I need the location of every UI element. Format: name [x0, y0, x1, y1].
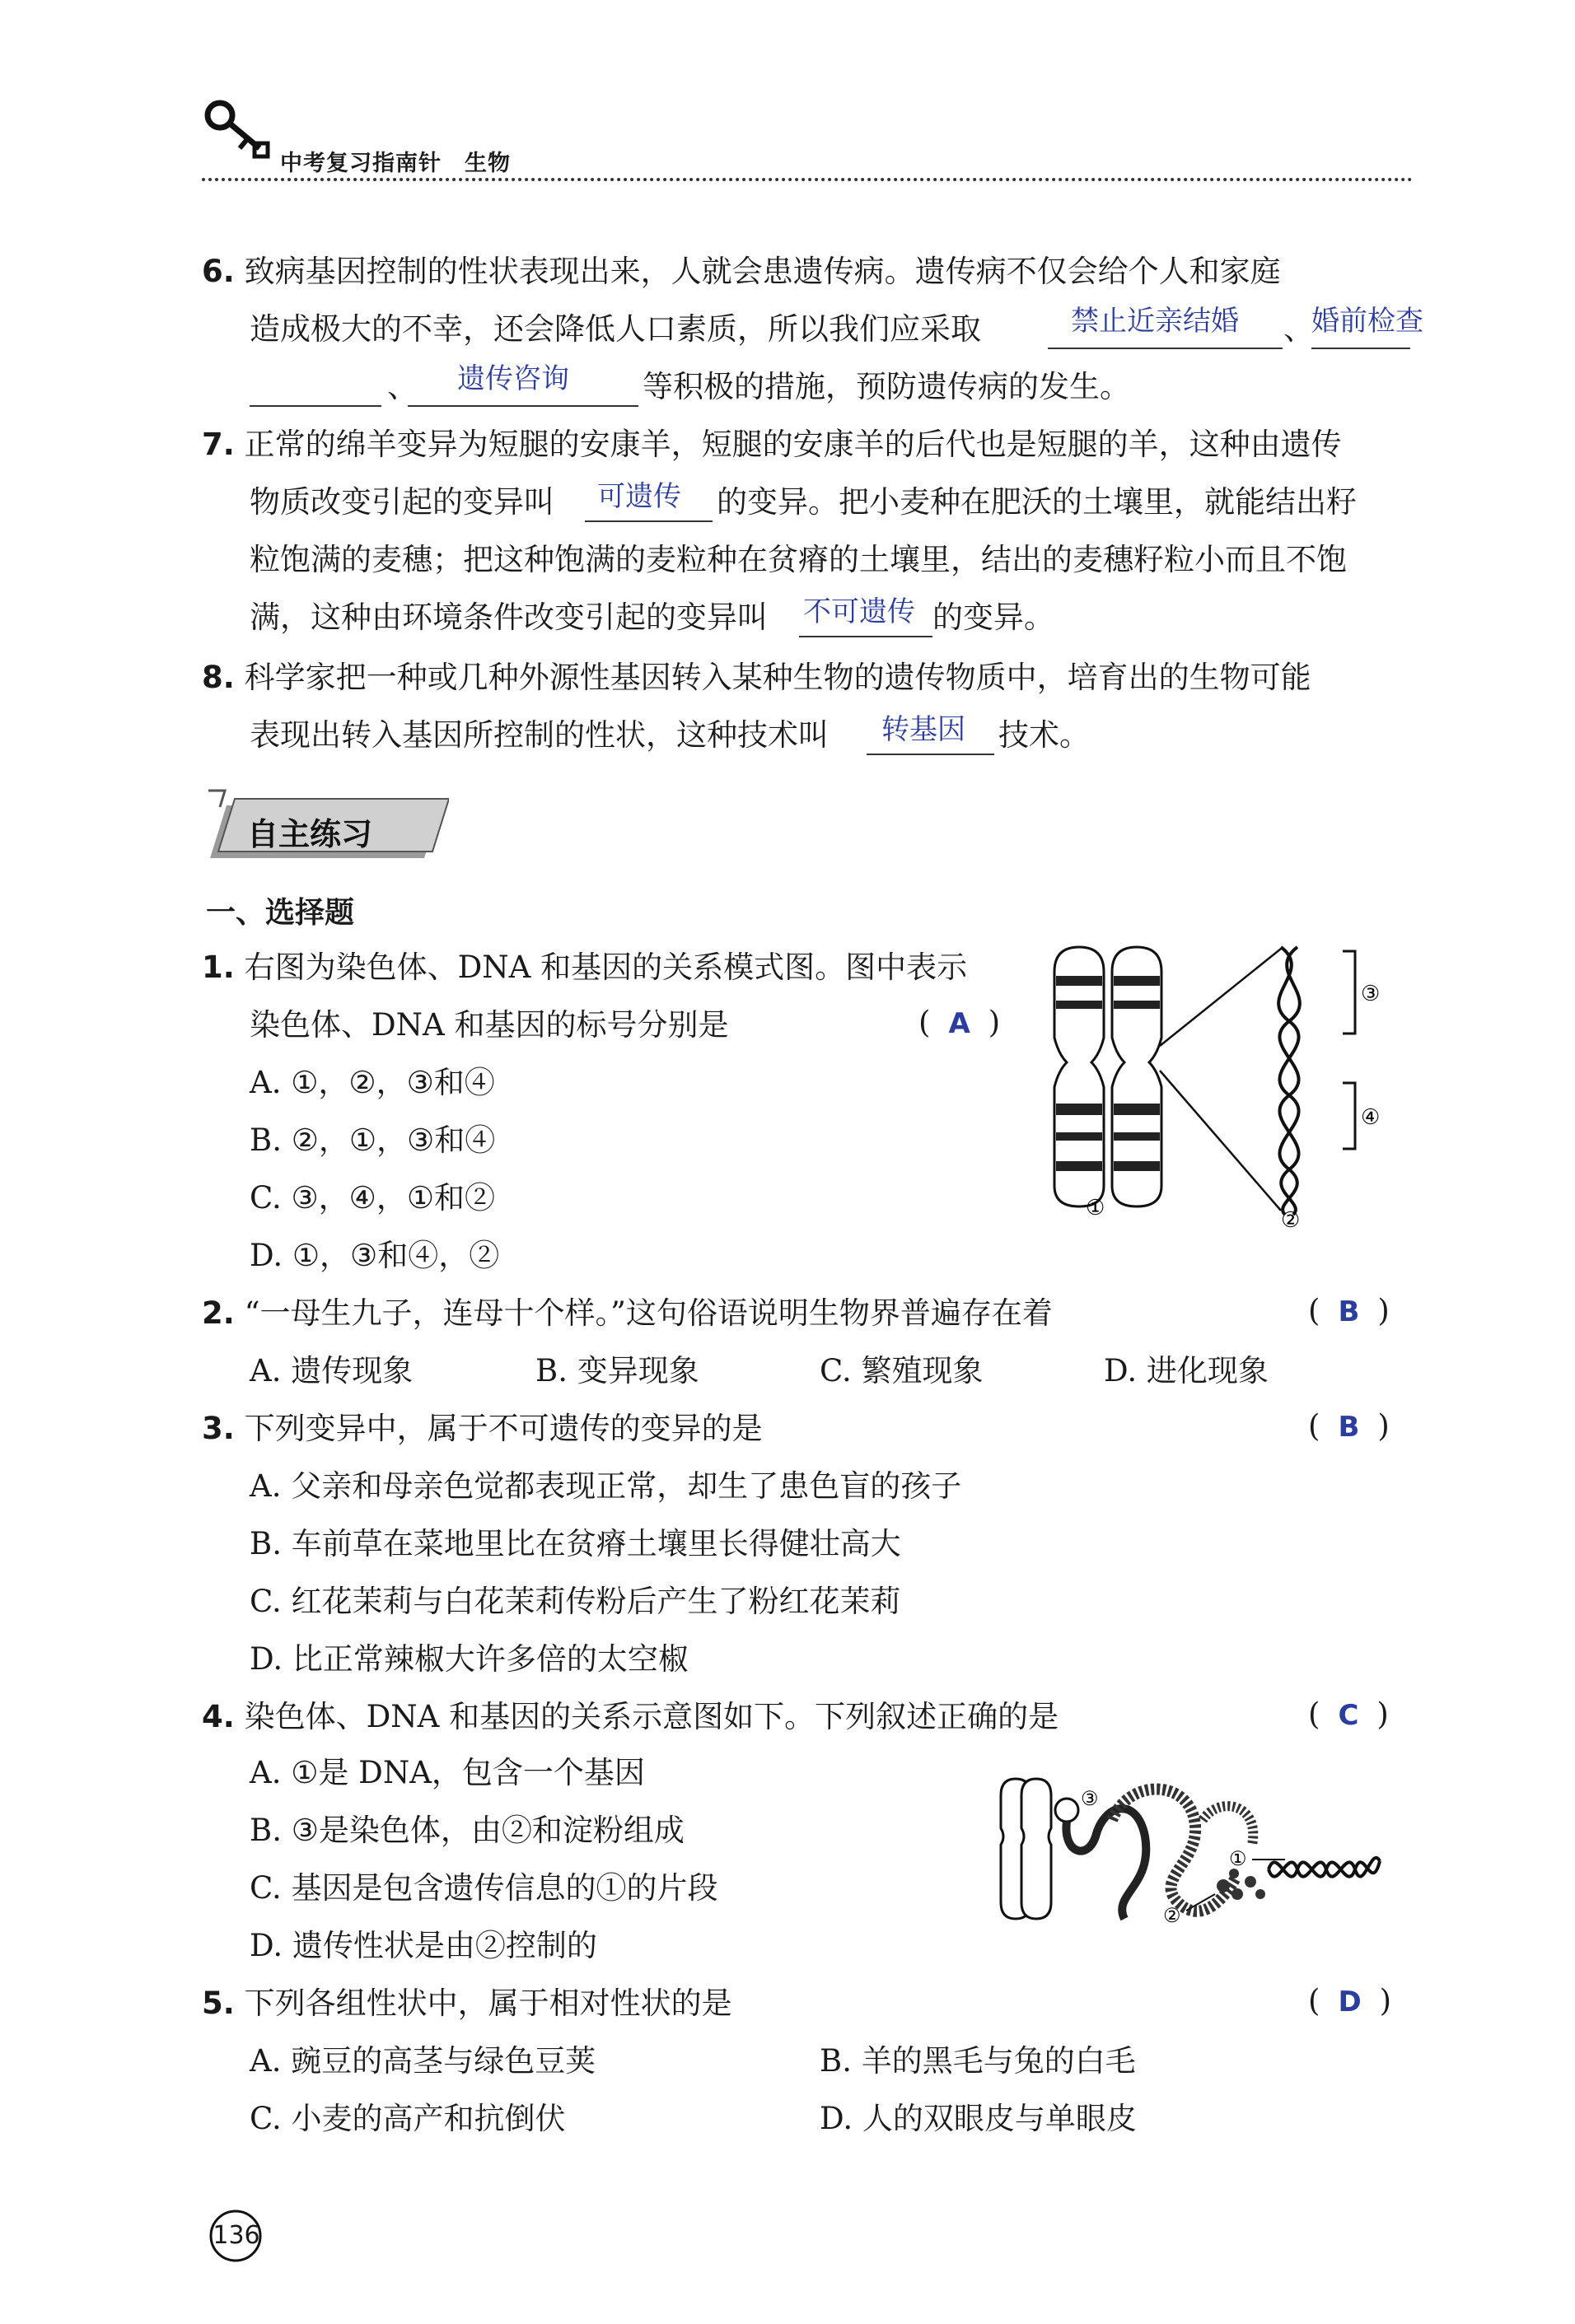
figure-label-2: ②	[1163, 1904, 1181, 1927]
question-7-line-4-tail: 的变异。	[932, 600, 1054, 635]
figure-label-3: ③	[1081, 1787, 1099, 1810]
question-7-line-3: 粒饱满的麦穗；把这种饱满的麦粒种在贫瘠的土壤里，结出的麦穗籽粒小而且不饱	[250, 542, 1347, 577]
option-a: A. 父亲和母亲色觉都表现正常，却生了患色盲的孩子	[250, 1468, 962, 1504]
answer-blank	[867, 754, 994, 755]
question-7-line-1: 7. 正常的绵羊变异为短腿的安康羊，短腿的安康羊的后代也是短腿的羊，这种由遗传	[202, 427, 1342, 462]
question-7-line-2: 物质改变引起的变异叫	[250, 484, 554, 520]
question-8-line-2-tail: 技术。	[998, 717, 1090, 753]
handwritten-answer: 遗传咨询	[457, 362, 569, 395]
answer-blank	[585, 520, 713, 522]
option-b: B. 变异现象	[535, 1353, 699, 1388]
handwritten-answer: A	[948, 1007, 970, 1040]
handwritten-answer: C	[1338, 1699, 1359, 1732]
mc-question-1-stem: 1. 右图为染色体、DNA 和基因的关系模式图。图中表示	[202, 950, 968, 985]
question-7-line-2-tail: 的变异。把小麦种在肥沃的土壤里，就能结出籽	[717, 484, 1357, 520]
mc-question-3-stem: 3. 下列变异中，属于不可遗传的变异的是	[202, 1411, 763, 1446]
mc-question-1-stem-2: 染色体、DNA 和基因的标号分别是	[250, 1007, 729, 1043]
answer-slot: ( D )	[1308, 1983, 1392, 2018]
option-d: D. ①，③和④，②	[250, 1238, 500, 1273]
question-8-line-2: 表现出转入基因所控制的性状，这种技术叫	[250, 717, 829, 753]
page-number: 136	[213, 2221, 260, 2250]
figure-label-4: ④	[1361, 1105, 1381, 1130]
handwritten-answer: D	[1338, 1986, 1362, 2018]
section-title: 自主练习	[247, 816, 373, 852]
answer-slot: ( C )	[1308, 1696, 1389, 1732]
handwritten-answer: 转基因	[881, 713, 965, 746]
option-b: B. ②，①，③和④	[250, 1122, 496, 1158]
handwritten-answer: B	[1338, 1411, 1360, 1444]
option-c: C. 小麦的高产和抗倒伏	[250, 2101, 566, 2136]
mc-question-4-stem: 4. 染色体、DNA 和基因的关系示意图如下。下列叙述正确的是	[202, 1699, 1059, 1734]
figure-label-1: ①	[1086, 1196, 1105, 1220]
figure-label-3: ③	[1361, 982, 1381, 1006]
option-a: A. 豌豆的高茎与绿色豆荚	[250, 2043, 596, 2079]
question-6-line-1: 6. 致病基因控制的性状表现出来，人就会患遗传病。遗传病不仅会给个人和家庭	[202, 254, 1281, 289]
answer-blank	[250, 405, 381, 407]
chromosome-coil-figure	[988, 1771, 1400, 1935]
option-a: A. ①，②，③和④	[250, 1065, 495, 1100]
option-c: C. ③，④，①和②	[250, 1180, 496, 1216]
mc-question-5-stem: 5. 下列各组性状中，属于相对性状的是	[202, 1986, 732, 2021]
option-b: B. 车前草在菜地里比在贫瘠土壤里长得健壮高大	[250, 1526, 901, 1561]
question-6-line-3: 等积极的措施，预防遗传病的发生。	[643, 369, 1130, 404]
option-c: C. 红花茉莉与白花茉莉传粉后产生了粉红花茉莉	[250, 1584, 901, 1619]
handwritten-answer: 不可遗传	[803, 595, 915, 628]
header-divider	[202, 178, 1413, 181]
key-icon	[202, 97, 276, 171]
question-7-line-4: 满，这种由环境条件改变引起的变异叫	[250, 600, 768, 635]
separator: 、	[387, 369, 418, 404]
book-title: 中考复习指南针 生物	[280, 151, 511, 176]
answer-blank	[1311, 348, 1410, 349]
mc-question-2-stem: 2. “一母生九子，连母十个样。”这句俗语说明生物界普遍存在着	[202, 1295, 1053, 1331]
section-subheading: 一、选择题	[206, 896, 355, 930]
separator: 、	[1283, 311, 1314, 347]
answer-slot: ( B )	[1308, 1408, 1390, 1444]
question-8-line-1: 8. 科学家把一种或几种外源性基因转入某种生物的遗传物质中，培育出的生物可能	[202, 660, 1311, 695]
option-c: C. 繁殖现象	[820, 1353, 984, 1388]
handwritten-answer: 可遗传	[597, 480, 681, 513]
figure-label-1: ①	[1229, 1847, 1247, 1870]
option-b: B. 羊的黑毛与兔的白毛	[820, 2043, 1136, 2079]
option-a: A. 遗传现象	[250, 1353, 414, 1388]
option-d: D. 比正常辣椒大许多倍的太空椒	[250, 1641, 689, 1677]
answer-blank	[799, 636, 932, 637]
page-header	[202, 97, 1413, 188]
option-c: C. 基因是包含遗传信息的①的片段	[250, 1870, 718, 1906]
option-d: D. 进化现象	[1104, 1353, 1269, 1388]
answer-slot: ( B )	[1308, 1293, 1390, 1328]
handwritten-answer: 婚前检查	[1311, 305, 1423, 338]
answer-blank	[1048, 348, 1283, 349]
handwritten-answer: 禁止近亲结婚	[1071, 305, 1239, 338]
answer-blank	[408, 405, 638, 407]
option-d: D. 人的双眼皮与单眼皮	[820, 2101, 1137, 2136]
option-d: D. 遗传性状是由②控制的	[250, 1928, 597, 1963]
handwritten-answer: B	[1338, 1295, 1360, 1328]
figure-label-2: ②	[1281, 1208, 1301, 1233]
question-6-line-2: 造成极大的不幸，还会降低人口素质，所以我们应采取	[250, 311, 981, 347]
option-a: A. ①是 DNA，包含一个基因	[250, 1755, 645, 1790]
option-b: B. ③是染色体，由②和淀粉组成	[250, 1813, 685, 1848]
answer-slot: ( A )	[918, 1005, 1001, 1040]
chromosome-dna-gene-figure	[1038, 939, 1433, 1235]
